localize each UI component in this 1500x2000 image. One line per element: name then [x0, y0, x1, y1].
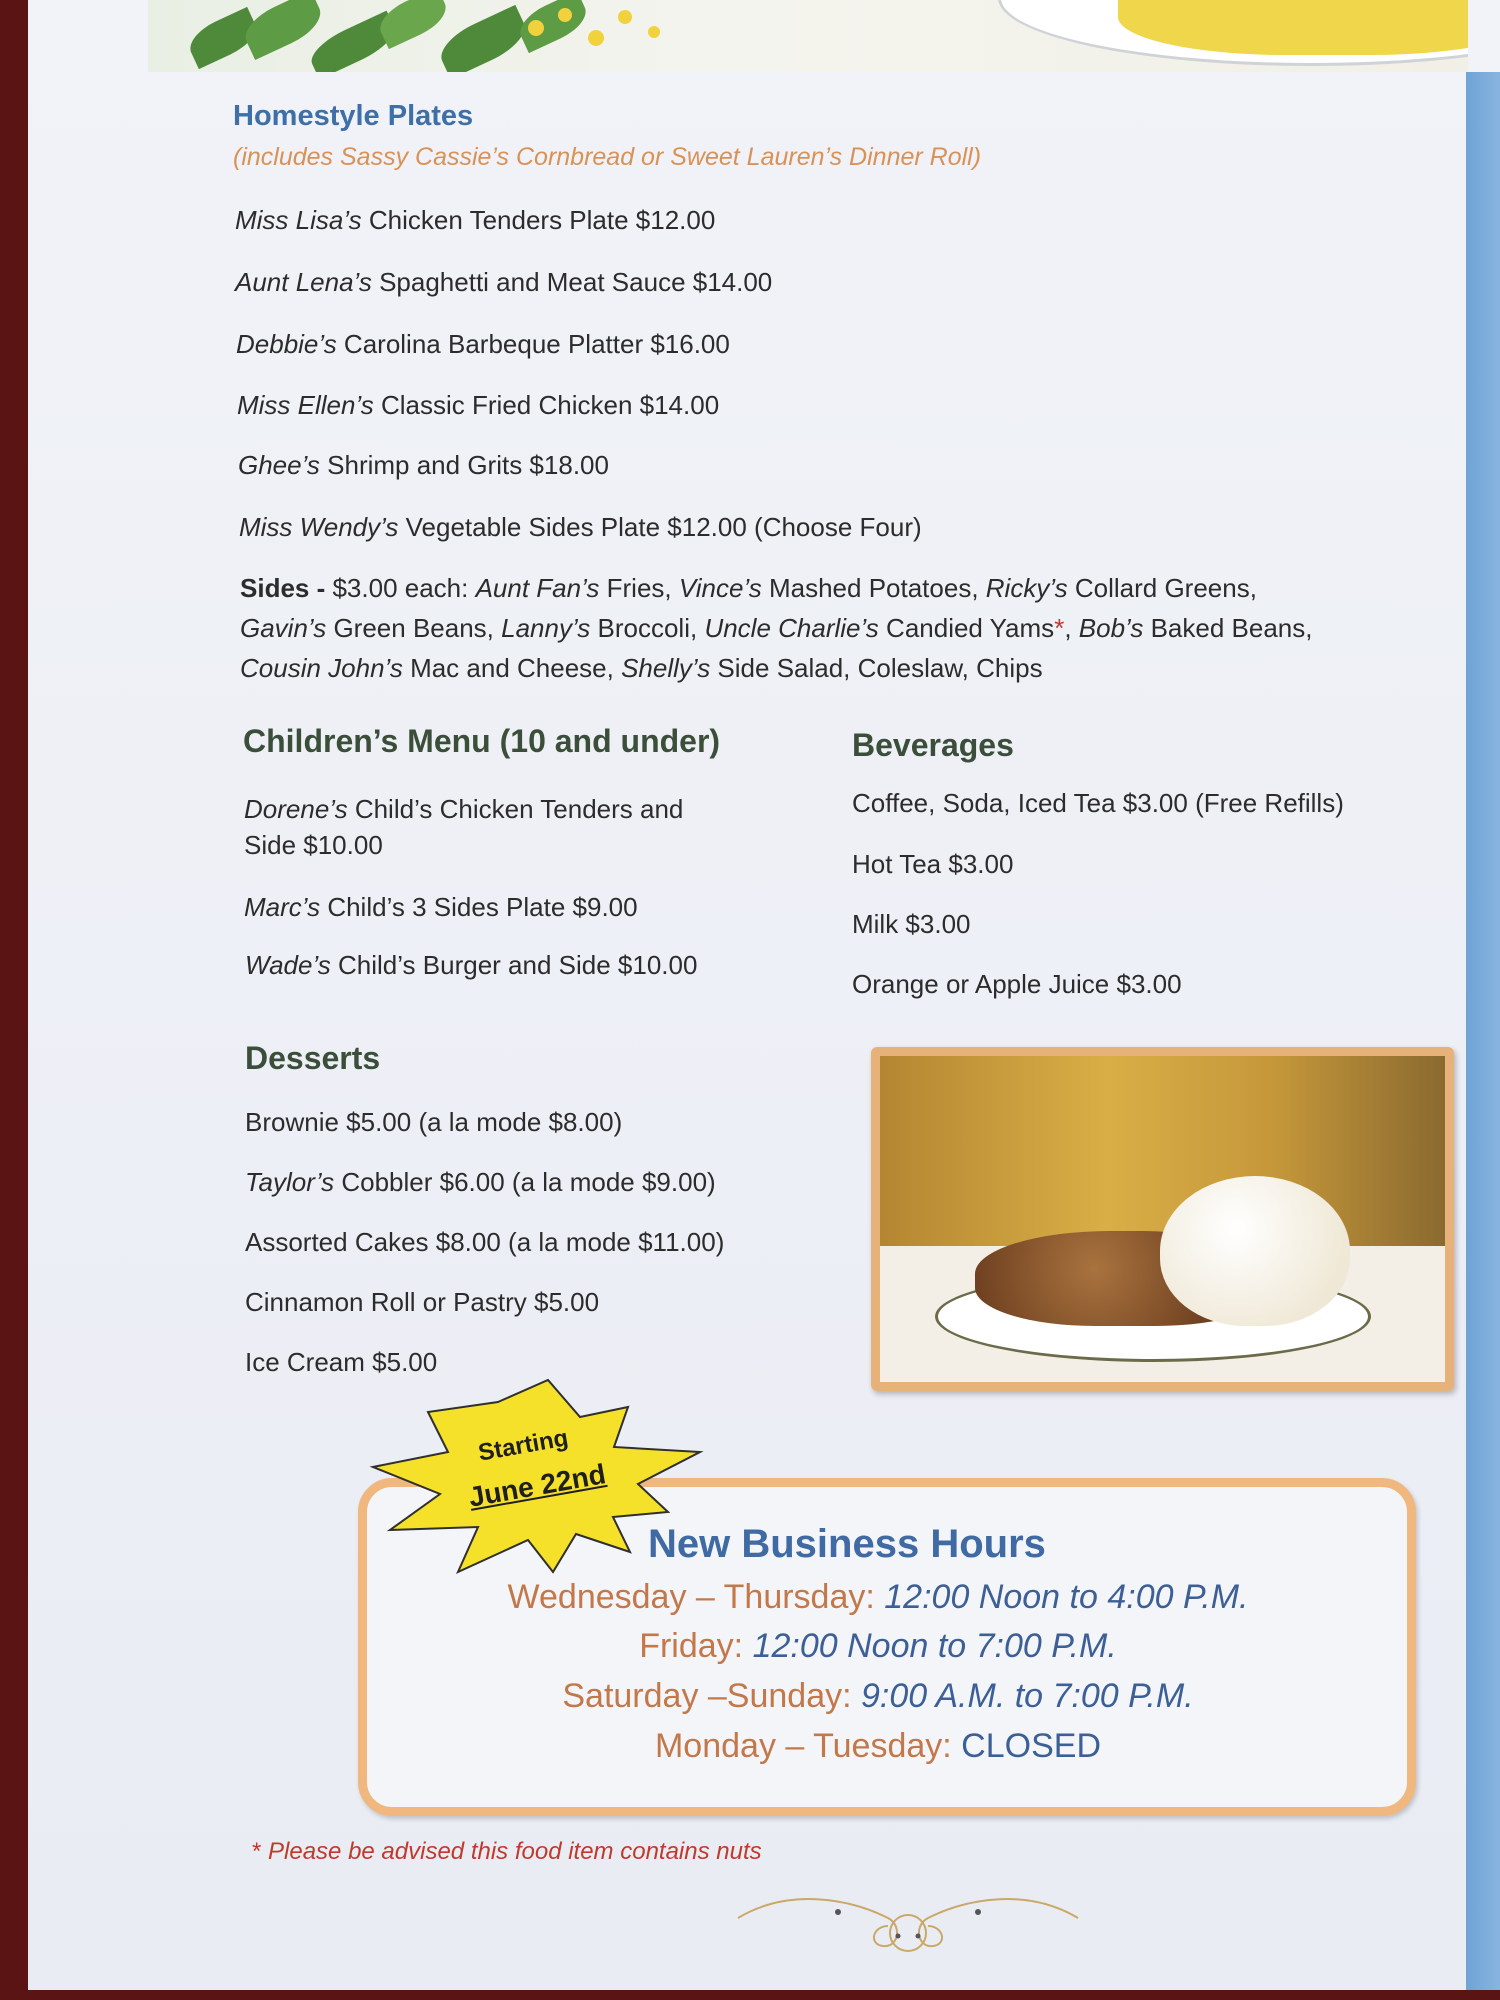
hours-row: Friday: 12:00 Noon to 7:00 P.M.: [639, 1627, 1117, 1665]
homestyle-heading: Homestyle Plates: [233, 100, 474, 132]
menu-item-continued: Side $10.00: [244, 830, 383, 860]
menu-item: Debbie’s Carolina Barbeque Platter $16.00: [236, 329, 730, 359]
dessert-item: Brownie $5.00 (a la mode $8.00): [245, 1107, 623, 1137]
decorative-flourish: [728, 1878, 1088, 1958]
dessert-item: Taylor’s Cobbler $6.00 (a la mode $9.00): [245, 1167, 716, 1197]
dessert-item: Assorted Cakes $8.00 (a la mode $11.00): [245, 1227, 725, 1257]
beverages-heading: Beverages: [852, 727, 1014, 763]
menu-item: Miss Ellen’s Classic Fried Chicken $14.00: [237, 390, 720, 420]
menu-page: [28, 0, 1500, 1990]
dessert-item: Ice Cream $5.00: [245, 1347, 438, 1377]
beverage-item: Orange or Apple Juice $3.00: [852, 969, 1182, 999]
desserts-heading: Desserts: [245, 1040, 381, 1076]
beverage-item: Milk $3.00: [852, 909, 971, 939]
menu-item: Wade’s Child’s Burger and Side $10.00: [245, 950, 698, 980]
hours-row: Wednesday – Thursday: 12:00 Noon to 4:00 P.M.: [507, 1578, 1249, 1616]
starburst-starting: Starting: [476, 1424, 571, 1467]
business-hours-title: New Business Hours: [648, 1522, 1046, 1566]
beverage-item: Coffee, Soda, Iced Tea $3.00 (Free Refills): [852, 788, 1344, 818]
dessert-item: Cinnamon Roll or Pastry $5.00: [245, 1287, 600, 1317]
menu-item: Dorene’s Child’s Chicken Tenders and: [244, 794, 684, 824]
menu-item: Miss Lisa’s Chicken Tenders Plate $12.00: [235, 205, 716, 235]
starburst-date: June 22nd: [466, 1458, 609, 1513]
hours-row: Monday – Tuesday: CLOSED: [654, 1727, 1101, 1765]
menu-item: Marc’s Child’s 3 Sides Plate $9.00: [244, 892, 638, 922]
childrens-menu-heading: Children’s Menu (10 and under): [243, 723, 721, 759]
cobbler-photo: [871, 1047, 1454, 1391]
hours-row: Saturday –Sunday: 9:00 A.M. to 7:00 P.M.: [562, 1677, 1194, 1715]
sides-list: Sides - $3.00 each: Aunt Fan’s Fries, Vince’s Mashed Potatoes, Ricky’s Collard Greens, Gavin’s Green Beans, Lanny’s Broccoli, Uncle Charlie’s Candied Yams*, Bob’s Baked Beans, Cousin John’s Mac and Cheese, Shelly’s Side Salad, Coleslaw, Chips: [240, 573, 1313, 683]
menu-item: Aunt Lena’s Spaghetti and Meat Sauce $14.00: [235, 267, 773, 297]
menu-item: Miss Wendy’s Vegetable Sides Plate $12.00 (Choose Four): [239, 512, 922, 542]
homestyle-bread-note: (includes Sassy Cassie’s Cornbread or Sweet Lauren’s Dinner Roll): [233, 143, 982, 171]
decorative-side-band: [1466, 72, 1500, 1990]
nut-asterisk: *: [1054, 613, 1065, 643]
header-food-photo: [148, 0, 1468, 72]
beverage-item: Hot Tea $3.00: [852, 849, 1014, 879]
menu-item: Ghee’s Shrimp and Grits $18.00: [238, 450, 609, 480]
nut-allergy-note: * Please be advised this food item contains nuts: [252, 1838, 762, 1865]
